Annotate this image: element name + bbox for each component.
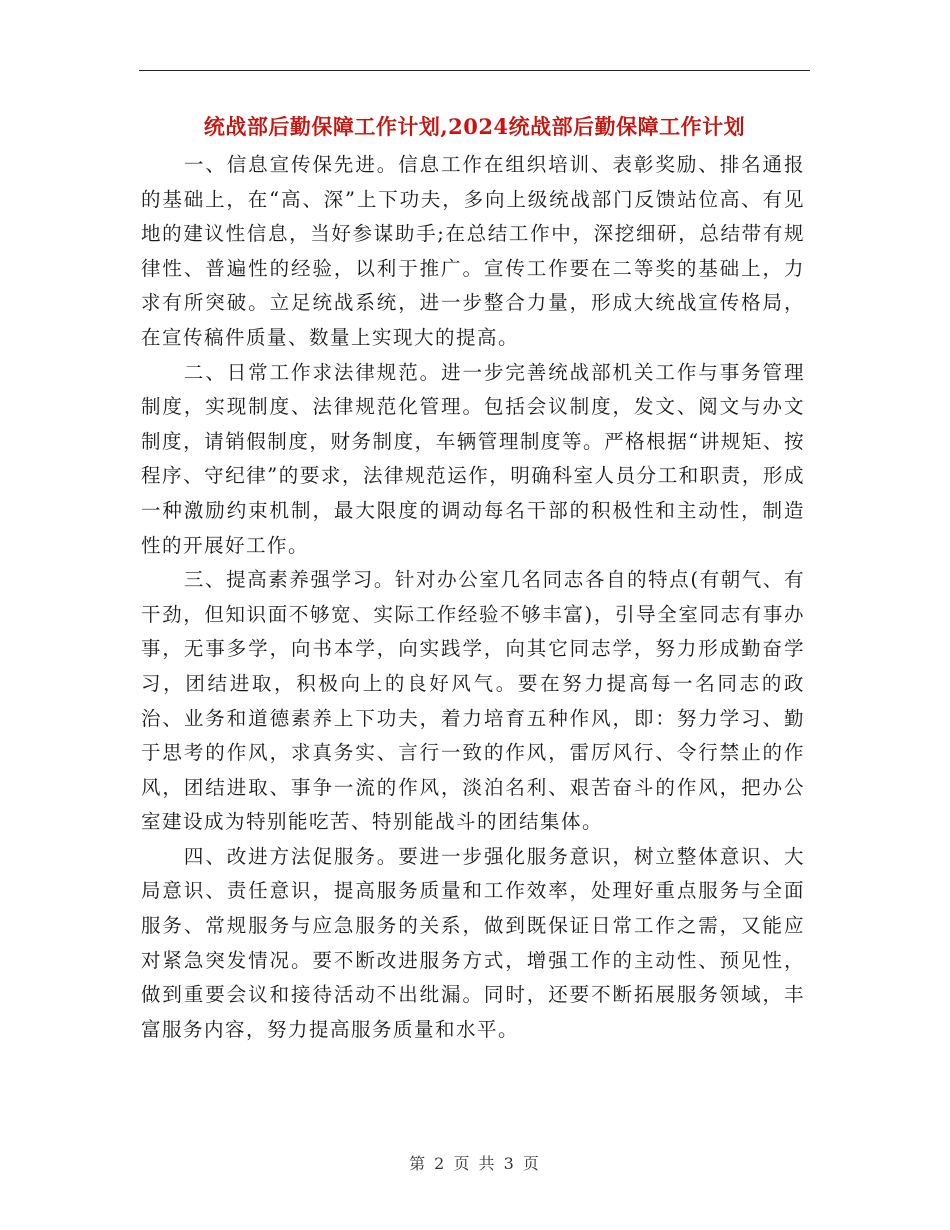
paragraph-study: 三、提高素养强学习。针对办公室几名同志各自的特点(有朝气、有干劲，但知识面不够宽、实际工作经验不够丰富)，引导全室同志有事办事，无事多学，向书本学，向实践学，向其它同志学，努力形成勤奋学习，团结进取，积极向上的良好风气。要在努力提高每一名同志的政治、业务和道德素养上下功夫，着力培育五种作风，即：努力学习、勤于思考的作风，求真务实、言行一致的作风，雷厉风行、令行禁止的作风，团结进取、事争一流的作风，淡泊名利、艰苦奋斗的作风，把办公室建设成为特别能吃苦、特别能战斗的团结集体。: [141, 568, 805, 834]
paragraph-daily-work: 二、日常工作求法律规范。进一步完善统战部机关工作与事务管理制度，实现制度、法律规范化管理。包括会议制度，发文、阅文与办文制度，请销假制度，财务制度，车辆管理制度等。严格根据“讲规矩、按程序、守纪律”的要求，法律规范运作，明确科室人员分工和职责，形成一种激励约束机制，最大限度的调动每名干部的积极性和主动性，制造性的开展好工作。: [141, 360, 805, 557]
document-title: 统战部后勤保障工作计划,2024统战部后勤保障工作计划: [203, 114, 746, 139]
document-body: [141, 148, 805, 1047]
page-footer: 第 2 页 共 3 页: [409, 1154, 541, 1173]
paragraph-service: 四、改进方法促服务。要进一步强化服务意识，树立整体意识、大局意识、责任意识，提高服务质量和工作效率，处理好重点服务与全面服务、常规服务与应急服务的关系，做到既保证日常工作之需，又能应对紧急突发情况。要不断改进服务方式，增强工作的主动性、预见性，做到重要会议和接待活动不出纰漏。同时，还要不断拓展服务领域，丰富服务内容，努力提高服务质量和水平。: [141, 844, 805, 1041]
paragraph-info-publicity: 一、信息宣传保先进。信息工作在组织培训、表彰奖励、排名通报的基础上，在“高、深”上下功夫，多向上级统战部门反馈站位高、有见地的建议性信息，当好参谋助手;在总结工作中，深挖细研，总结带有规律性、普遍性的经验，以利于推广。宣传工作要在二等奖的基础上，力求有所突破。立足统战系统，进一步整合力量，形成大统战宣传格局，在宣传稿件质量、数量上实现大的提高。: [141, 153, 805, 349]
header-rule: [139, 70, 810, 71]
